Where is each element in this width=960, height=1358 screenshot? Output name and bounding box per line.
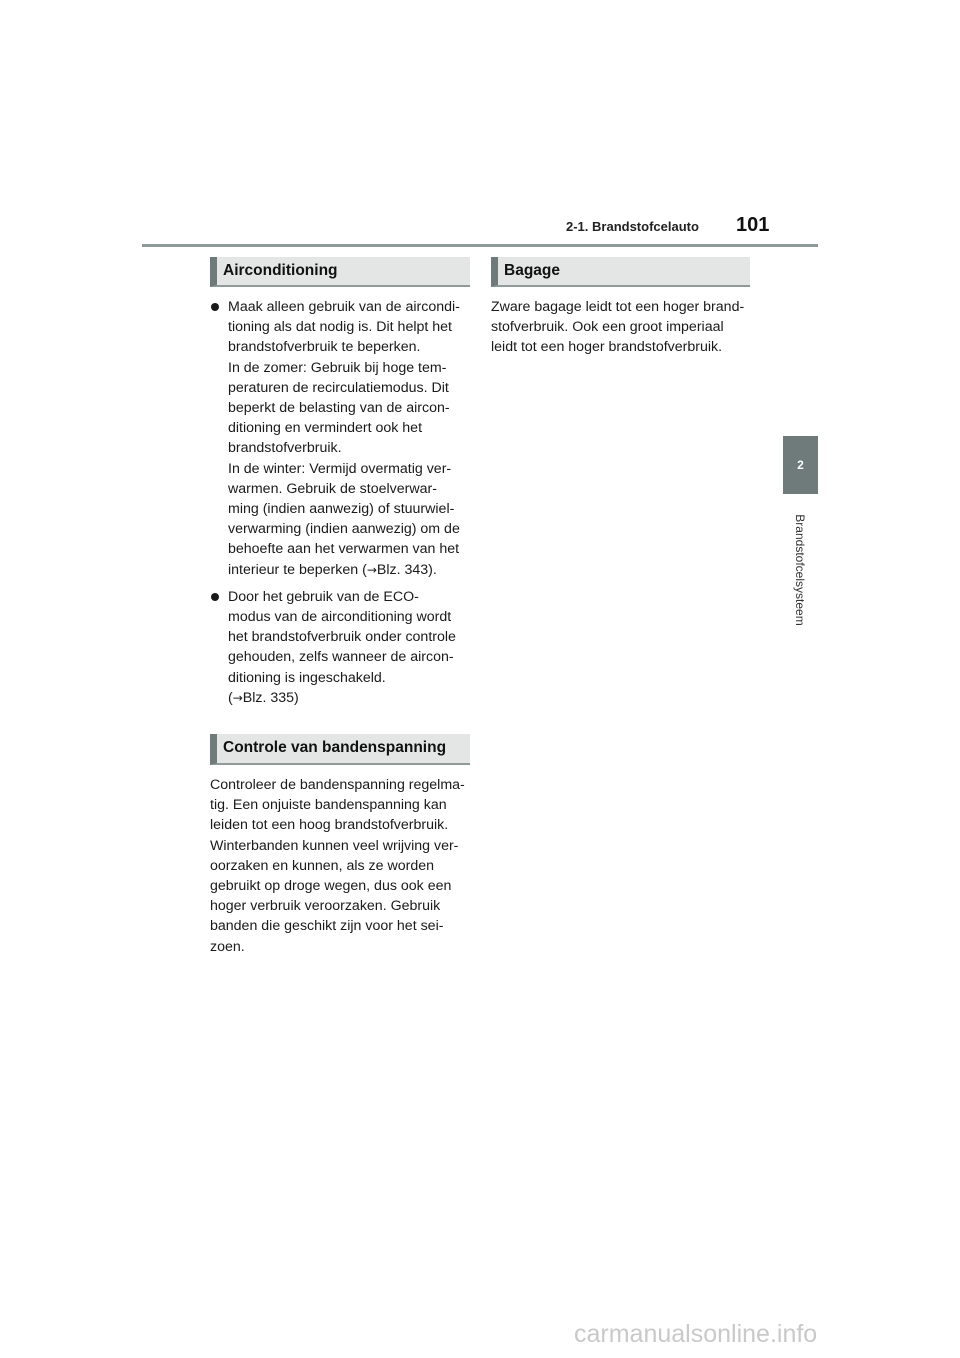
text-line: stofverbruik. Ook een groot imperiaal <box>491 319 724 336</box>
watermark: carmanualsonline.info <box>574 1320 818 1348</box>
text-line: ditioning en vermindert ook het <box>228 420 423 437</box>
text-line-with-reference <box>228 560 470 580</box>
text-line: In de winter: Vermijd overmatig ver- <box>228 460 452 477</box>
text-line: Maak alleen gebruik van de aircondi- <box>228 299 460 315</box>
text-line: zoen. <box>210 938 245 955</box>
text-line-with-reference <box>228 688 470 708</box>
arrow-right-icon: → <box>232 690 243 705</box>
text-line: beperkt de belasting van de aircon- <box>228 400 450 417</box>
text-line: behoefte aan het verwarmen van het <box>228 541 460 558</box>
bullet-item-eco-mode <box>210 587 470 708</box>
text-line: ditioning is ingeschakeld. <box>228 669 386 686</box>
ref-prefix: ( <box>228 689 233 706</box>
bullet-icon <box>211 593 219 601</box>
text-line: brandstofverbruik te beperken. <box>228 339 421 356</box>
text-line: tig. Een onjuiste bandenspanning kan <box>210 797 447 814</box>
section-heading-airconditioning: Airconditioning <box>210 257 470 287</box>
text-line: leidt tot een hoger brandstofverbruik. <box>491 339 723 356</box>
chapter-tab <box>783 436 818 494</box>
text-line: modus van de airconditioning wordt <box>228 609 452 626</box>
tire-pressure-paragraph <box>210 775 470 957</box>
text-line: gebruikt op droge wegen, dus ook een <box>210 878 452 895</box>
page-number: 101 <box>736 214 770 236</box>
section-heading-luggage: Bagage <box>491 257 750 287</box>
text-line: Door het gebruik van de ECO- <box>228 588 419 605</box>
text-line: hoger verbruik veroorzaken. Gebruik <box>210 898 441 915</box>
page-reference-link[interactable]: Blz. 335) <box>242 689 299 706</box>
text-line: gehouden, zelfs wanneer de aircon- <box>228 649 454 666</box>
text-line: banden die geschikt zijn voor het sei- <box>210 918 444 935</box>
header-rule <box>142 244 818 247</box>
luggage-paragraph <box>491 297 750 358</box>
text-line: warmen. Gebruik de stoelverwar- <box>228 480 437 497</box>
chapter-number: 2 <box>797 458 804 472</box>
running-header-section: 2-1. Brandstofcelauto <box>566 219 699 234</box>
text-line: leiden tot een hoog brandstofverbruik. <box>210 817 449 834</box>
right-column <box>491 257 750 358</box>
text-line: het brandstofverbruik onder controle <box>228 629 456 646</box>
text-line: Winterbanden kunnen veel wrijving ver- <box>210 837 459 854</box>
arrow-right-icon: → <box>366 562 377 577</box>
bullet-icon <box>211 303 219 311</box>
page-reference-link[interactable]: Blz. 343). <box>376 561 437 578</box>
text-line: peraturen de recirculatiemodus. Dit <box>228 379 449 396</box>
left-column <box>210 257 470 957</box>
bullet-item-airconditioning-usage <box>210 297 470 580</box>
text-line: verwarming (indien aanwezig) om de <box>228 521 460 538</box>
text-line: Zware bagage leidt tot een hoger brand- <box>491 299 745 315</box>
ref-prefix: interieur te beperken ( <box>228 561 367 578</box>
section-heading-tire-pressure: Controle van bandenspanning <box>210 734 470 765</box>
text-line: Controleer de bandenspanning regelma- <box>210 777 465 794</box>
text-line: In de zomer: Gebruik bij hoge tem- <box>228 359 447 376</box>
text-line: brandstofverbruik. <box>228 440 342 457</box>
chapter-title: Brandstofcelsysteem <box>793 514 807 626</box>
text-line: oorzaken en kunnen, als ze worden <box>210 857 434 874</box>
text-line: tioning als dat nodig is. Dit helpt het <box>228 319 452 336</box>
text-line: ming (indien aanwezig) of stuurwiel- <box>228 501 455 518</box>
